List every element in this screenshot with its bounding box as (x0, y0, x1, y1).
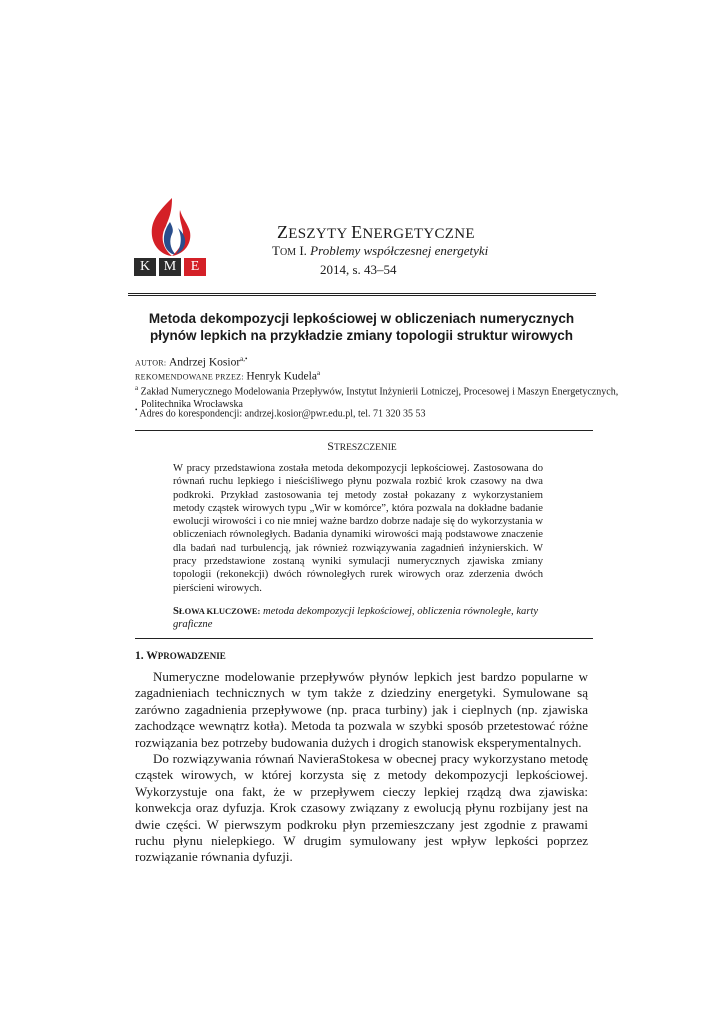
section-heading: 1. WPROWADZENIE (135, 650, 226, 662)
journal-title: ZESZYTY ENERGETYCZNE (277, 222, 475, 242)
correspondence: • Adres do korespondencji: andrzej.kosior@pwr.edu.pl, tel. 71 320 35 53 (135, 406, 426, 420)
author-line: AUTOR: Andrzej Kosior$^{a,•}$ (135, 355, 248, 369)
intro-paragraph-2: Do rozwiązywania równań NavieraStokesa w obecnej pracy wykorzystano metodę cząstek wirowych, w której korzysta się z metody dekompozycji lepkościowej. Wykorzystuje ona fakt, że w przepływem cieczy lepkiej rządzą dwa zjawiska: konwekcja oraz dyfuzja. Krok czasowy związany z ewolucją płynu rozbijany jest na dwie części. W pierwszym podkroku płyn przemieszczany jest zgodnie z prawami ruchu płynu nielepkiego. W drugim symulowany jest wpływ lepkości poprzez rozwiązanie równania dyfuzji. (135, 751, 588, 865)
logo-letter-e: E (184, 258, 206, 276)
paper-title: Metoda dekompozycji lepkościowej w obliczeniach numerycznych płynów lepkich na przykładzie zmiany topologii struktur wirowych (148, 311, 575, 343)
journal-pages: 2014, s. 43–54 (320, 262, 397, 277)
affiliation: $^a$ Zakład Numerycznego Modelowania Przepływów, Instytut Inżynierii Lotniczej, Procesowej i Maszyn Energetycznych, Politechnika Wrocławska (135, 384, 619, 411)
abstract-top-rule (135, 430, 593, 431)
abstract-heading: STRESZCZENIE (327, 439, 397, 453)
recommended-line: REKOMENDOWANE PRZEZ: Henryk Kudela$^a$ (135, 369, 321, 383)
logo-letter-m: M (159, 258, 181, 276)
abstract-text: W pracy przedstawiona została metoda dekompozycji lepkościowej. Zastosowana do równań ruchu lepkiego i nieściśliwego płynu pozwala rozbić krok czasowy na dwa podkroki. Przykład zastosowania tej metody został pokazany z wykorzystaniem metody cząstek wirowych typu „Wir w komórce”, która pozwala na dokładne badanie ewolucji wirowości i co nie mniej ważne bardzo dobrze nadaje się do wykorzystania w obliczeniach równoległych. Badania dynamiki wirowości mają podstawowe znaczenie dla badań nad turbulencją, jak również rozwiązywania zagadnień inżynierskich. W pracy przedstawione zostaną wyniki symulacji numerycznych zjawiska zmiany topologii (rekonekcji) dwóch równoległych rurek wirowych oraz zderzenia dwóch pierścieni wirowych. (173, 463, 543, 594)
flame-icon (132, 196, 210, 258)
logo-letter-k: K (134, 258, 156, 276)
intro-paragraph-1: Numeryczne modelowanie przepływów płynów lepkich jest bardzo popularne w zagadnieniach technicznych w tym także z dziedziny energetyki. Symulowane są zarówno zagadnienia przepływowe (np. praca turbiny) jak i cieplnych (np. zjawiska zachodzące wewnątrz kotła). Metoda ta pozwala w szybki sposób przetestować różne rozwiązania bez potrzeby budowania dużych i drogich stanowisk eksperymentalnych. (135, 669, 588, 750)
keywords: SŁOWA KLUCZOWE: metoda dekompozycji lepkościowej, obliczenia równoległe, karty graficzne (173, 606, 539, 631)
journal-logo (132, 196, 210, 278)
journal-volume: TOM I. Problemy współczesnej energetyki (272, 243, 489, 258)
header-rule (128, 293, 596, 296)
abstract-bottom-rule (135, 638, 593, 639)
